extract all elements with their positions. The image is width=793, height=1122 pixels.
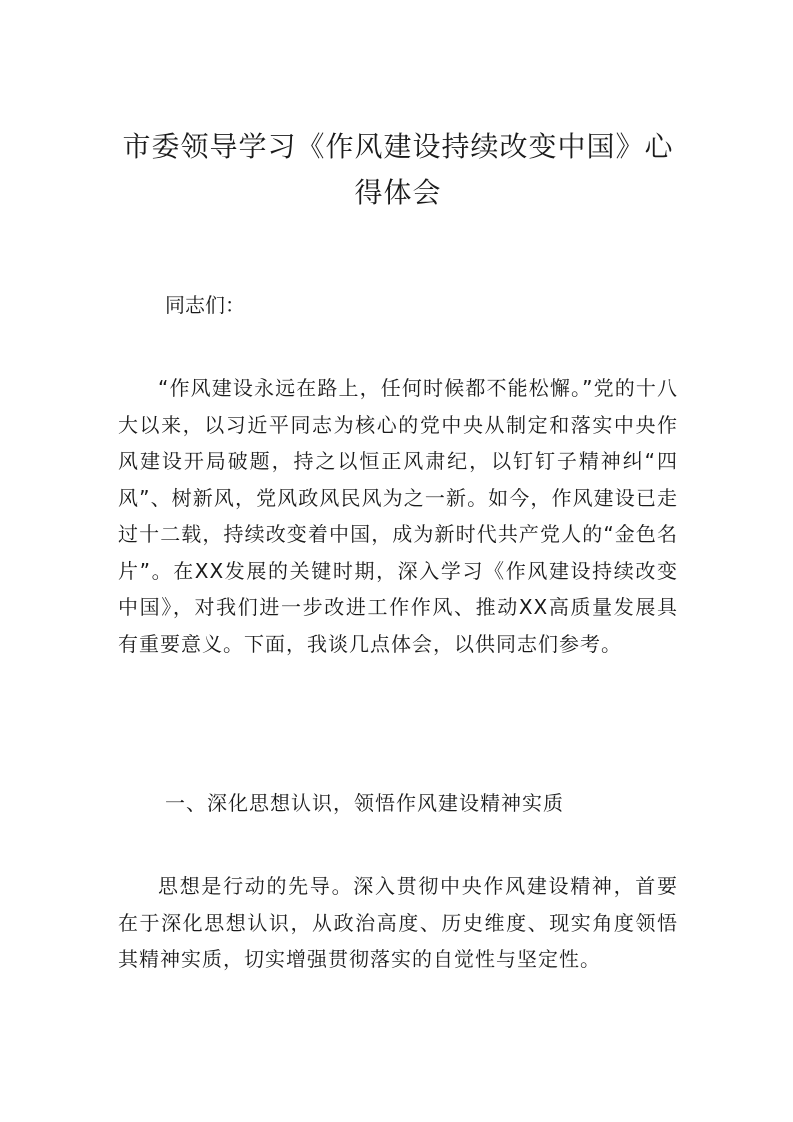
section-heading-1: 一、深化思想认识，领悟作风建设精神实质: [165, 791, 564, 815]
intro-paragraph: “作风建设永远在路上，任何时候都不能松懈。”党的十八大以来，以习近平同志为核心的党中央从制定和落实中央作风建设开局破题，持之以恒正风肃纪，以钉钉子精神纠“四风”、树新风，党风政风民风为之一新。如今，作风建设已走过十二载，持续改变着中国，成为新时代共产党人的“金色名片”。在XX发展的关键时期，深入学习《作风建设持续改变中国》，对我们进一步改进工作作风、推动XX高质量发展具有重要意义。下面，我谈几点体会，以供同志们参考。: [118, 376, 678, 656]
document-title: 市委领导学习《作风建设持续改变中国》心得体会: [122, 130, 674, 209]
salutation: 同志们：: [165, 293, 245, 317]
section-1-paragraph: 思想是行动的先导。深入贯彻中央作风建设精神，首要在于深化思想认识，从政治高度、历史维度、现实角度领悟其精神实质，切实增强贯彻落实的自觉性与坚定性。: [118, 874, 678, 971]
